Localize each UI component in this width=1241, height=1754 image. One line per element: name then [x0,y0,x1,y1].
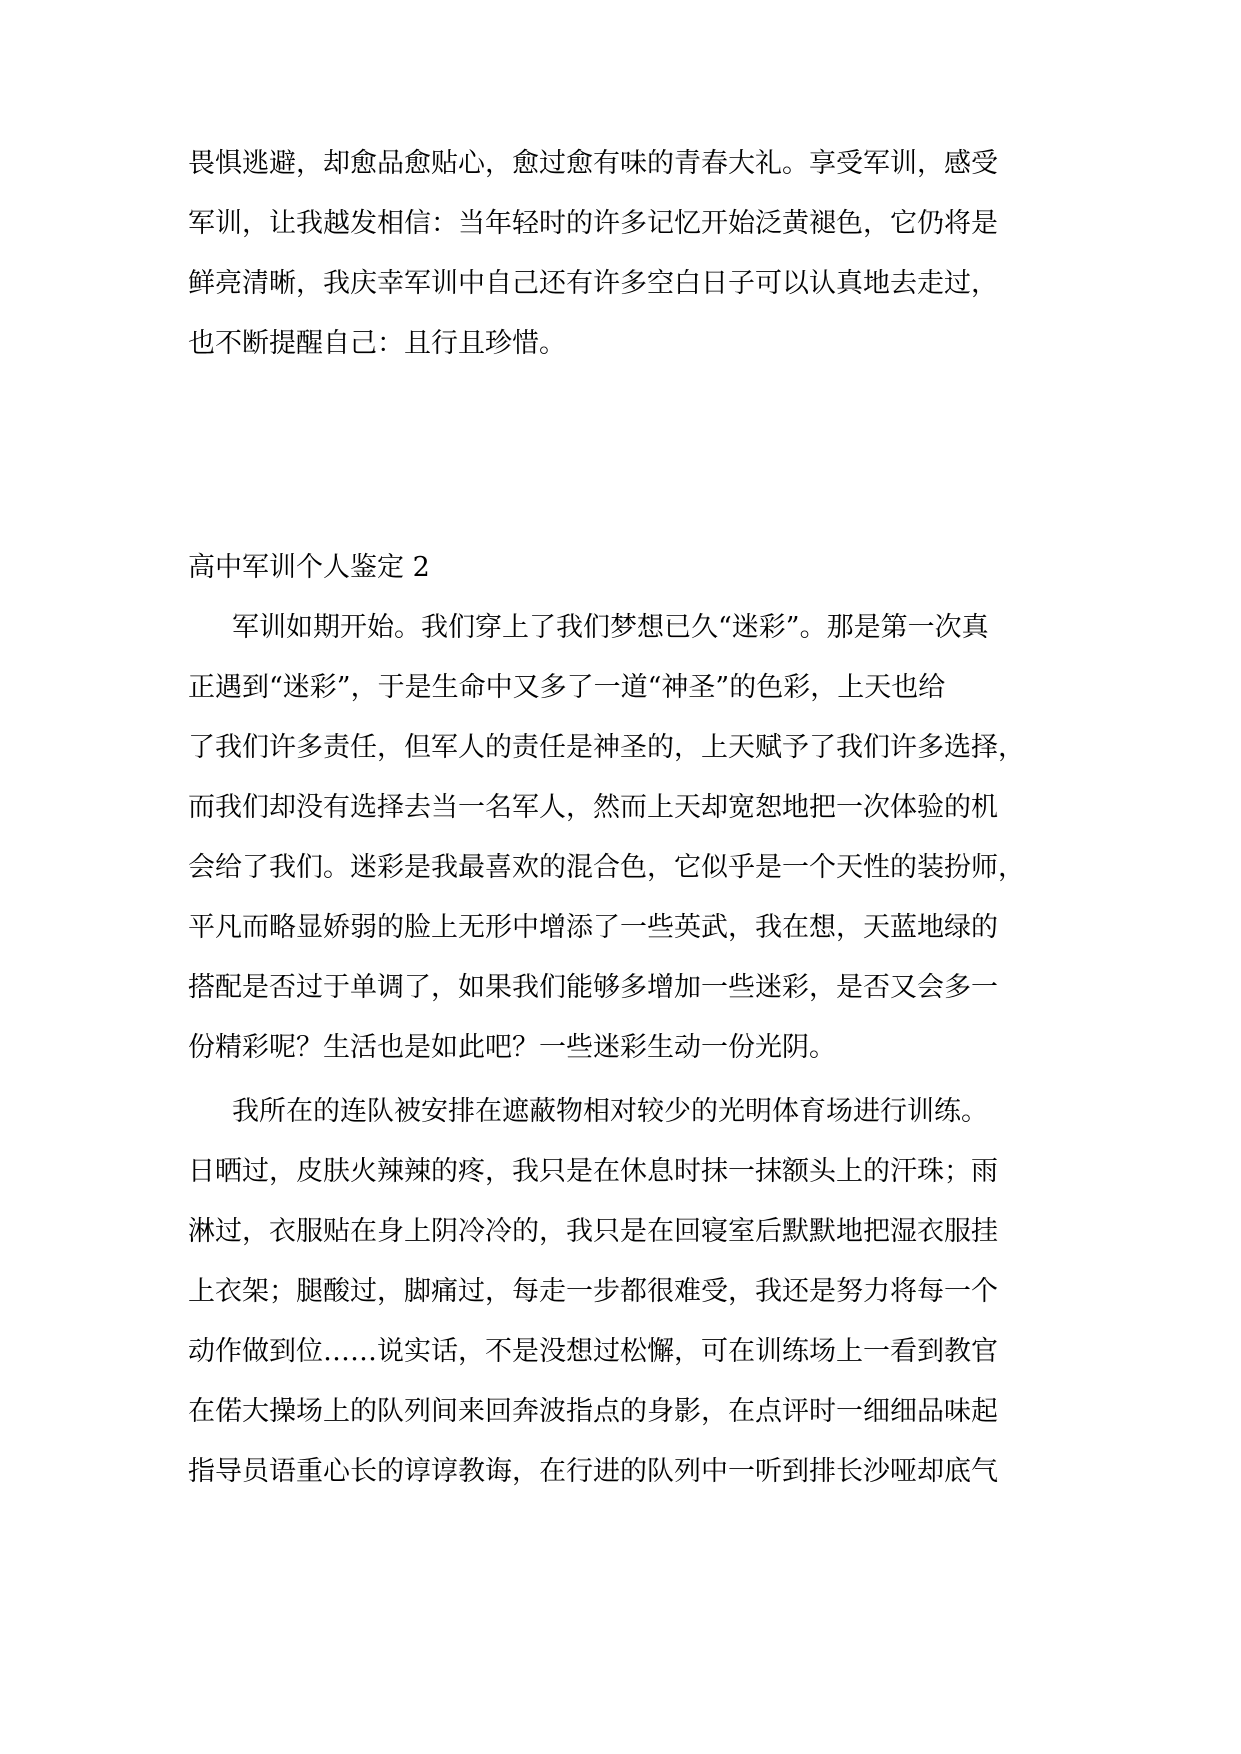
paragraph-2-line-3: 了我们许多责任，但军人的责任是神圣的，上天赋予了我们许多选择， [188,732,1025,763]
paragraph-2-line-7: 搭配是否过于单调了，如果我们能够多增加一些迷彩，是否又会多一 [188,972,998,1003]
paragraph-3-line-7: 指导员语重心长的谆谆教诲，在行进的队列中一听到排长沙哑却底气 [188,1456,998,1487]
paragraph-3-line-4: 上衣架；腿酸过，脚痛过，每走一步都很难受，我还是努力将每一个 [188,1276,998,1307]
paragraph-1-line-4: 也不断提醒自己：且行且珍惜。 [188,328,566,359]
paragraph-2-line-1: 军训如期开始。我们穿上了我们梦想已久“迷彩”。那是第一次真 [232,612,989,643]
paragraph-2-line-8: 份精彩呢？生活也是如此吧？一些迷彩生动一份光阴。 [188,1032,836,1063]
paragraph-3-line-2: 日晒过，皮肤火辣辣的疼，我只是在休息时抹一抹额头上的汗珠；雨 [188,1156,998,1187]
section-title: 高中军训个人鉴定 2 [188,552,430,583]
paragraph-1-line-2: 军训，让我越发相信：当年轻时的许多记忆开始泛黄褪色，它仍将是 [188,208,998,239]
paragraph-1-line-1: 畏惧逃避，却愈品愈贴心，愈过愈有味的青春大礼。享受军训，感受 [188,148,998,179]
paragraph-2-line-5: 会给了我们。迷彩是我最喜欢的混合色，它似乎是一个天性的装扮师， [188,852,1025,883]
paragraph-2-line-6: 平凡而略显娇弱的脸上无形中增添了一些英武，我在想，天蓝地绿的 [188,912,998,943]
paragraph-3-line-3: 淋过，衣服贴在身上阴冷冷的，我只是在回寝室后默默地把湿衣服挂 [188,1216,998,1247]
paragraph-2-line-2: 正遇到“迷彩”，于是生命中又多了一道“神圣”的色彩，上天也给 [188,672,946,703]
paragraph-3-line-5: 动作做到位……说实话，不是没想过松懈，可在训练场上一看到教官 [188,1336,998,1367]
paragraph-3-line-6: 在偌大操场上的队列间来回奔波指点的身影，在点评时一细细品味起 [188,1396,998,1427]
paragraph-1-line-3: 鲜亮清晰，我庆幸军训中自己还有许多空白日子可以认真地去走过， [188,268,998,299]
paragraph-3-line-1: 我所在的连队被安排在遮蔽物相对较少的光明体育场进行训练。 [232,1096,988,1127]
paragraph-2-line-4: 而我们却没有选择去当一名军人，然而上天却宽恕地把一次体验的机 [188,792,998,823]
